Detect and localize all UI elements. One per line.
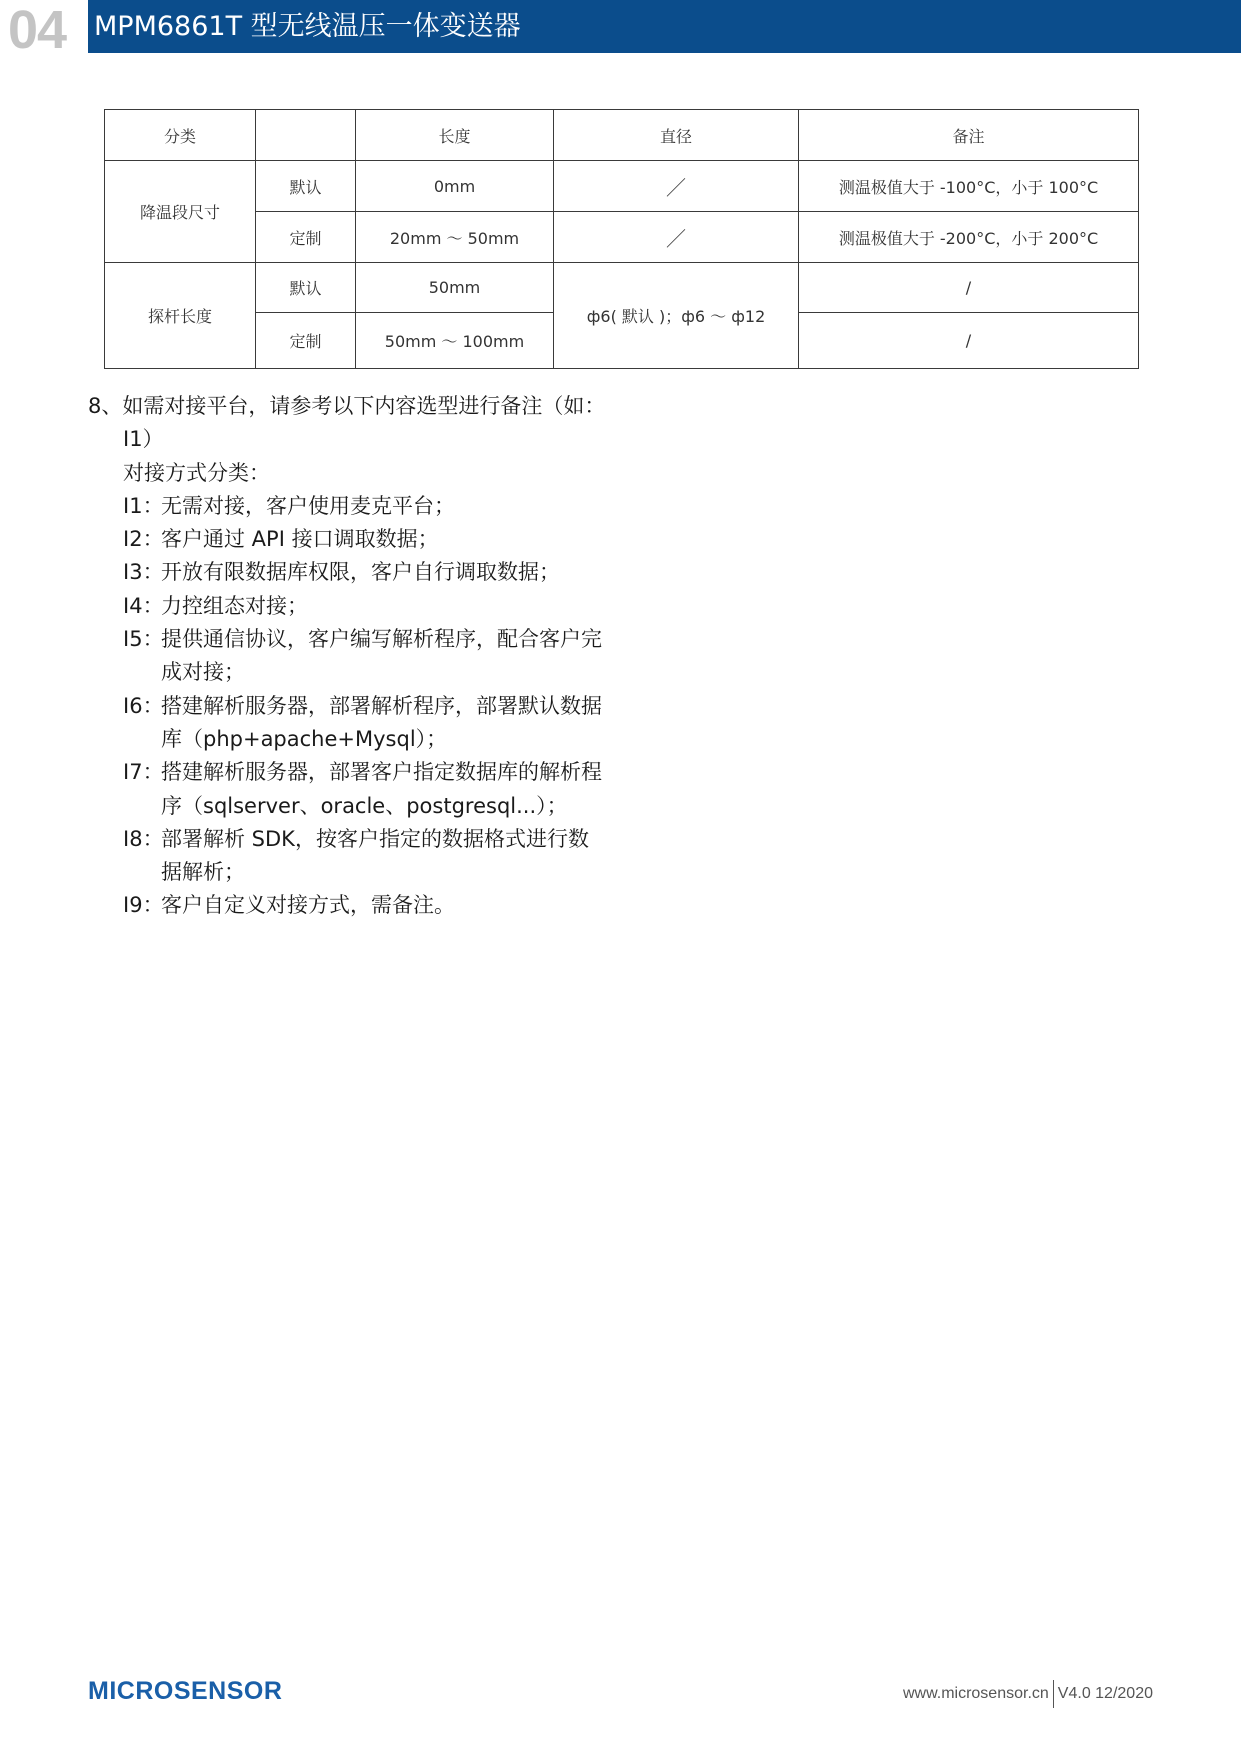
item-code: I3 ： <box>123 556 161 589</box>
list-item <box>88 590 628 623</box>
note-cell: / <box>799 313 1139 369</box>
microsensor-logo: MICROSENSOR <box>88 1677 283 1705</box>
note-cell: 测温极值大于 -200°C，小于 200°C <box>799 212 1139 263</box>
website-link[interactable]: www.microsensor.cn <box>902 1685 1049 1702</box>
list-item <box>88 690 628 757</box>
header-type <box>256 110 356 161</box>
header-note: 备注 <box>799 110 1139 161</box>
category-cell: 探杆长度 <box>105 263 256 369</box>
page-number: 04 <box>8 0 67 60</box>
length-cell: 20mm ～ 50mm <box>356 212 554 263</box>
header-category: 分类 <box>105 110 256 161</box>
table-header-row <box>105 110 1139 161</box>
header-length: 长度 <box>356 110 554 161</box>
notes-intro-continued: I1） <box>123 427 164 452</box>
header-diameter: 直径 <box>554 110 799 161</box>
item-code: I4 ： <box>123 590 161 623</box>
item-text: 无需对接，客户使用麦克平台； <box>161 493 455 518</box>
table-row <box>105 212 1139 263</box>
spec-table <box>104 109 1139 369</box>
item-code: I1 ： <box>123 490 161 523</box>
item-code: I8 ： <box>123 823 161 890</box>
item-text: 搭建解析服务器，部署客户指定数据库的解析程序（sqlserver、oracle、postgresql...）； <box>161 760 602 818</box>
item-text: 提供通信协议，客户编写解析程序，配合客户完成对接； <box>161 627 602 685</box>
table-row <box>105 161 1139 212</box>
item-text: 客户通过 API 接口调取数据； <box>161 527 439 552</box>
type-cell: 定制 <box>256 212 356 263</box>
notes-subtitle: 对接方式分类： <box>123 460 270 485</box>
note-cell: / <box>799 263 1139 313</box>
type-cell: 默认 <box>256 263 356 313</box>
version-label: V4.0 12/2020 <box>1057 1685 1153 1702</box>
diameter-cell: ／ <box>554 161 799 212</box>
diameter-cell: ф6( 默认 )；ф6 ～ ф12 <box>554 263 799 369</box>
list-item <box>88 623 628 690</box>
footer-divider <box>1053 1680 1054 1708</box>
list-item <box>88 823 628 890</box>
item-code: I9 ： <box>123 889 161 922</box>
category-cell: 降温段尺寸 <box>105 161 256 263</box>
list-item <box>88 756 628 823</box>
item-text: 搭建解析服务器，部署解析程序，部署默认数据库（php+apache+Mysql）； <box>161 693 602 751</box>
item-code: I7 ： <box>123 756 161 823</box>
length-cell: 50mm ～ 100mm <box>356 313 554 369</box>
item-text: 客户自定义对接方式，需备注。 <box>161 893 455 918</box>
item-text: 开放有限数据库权限，客户自行调取数据； <box>161 560 560 585</box>
item-code: I2 ： <box>123 523 161 556</box>
length-cell: 0mm <box>356 161 554 212</box>
type-cell: 定制 <box>256 313 356 369</box>
item-text: 力控组态对接； <box>161 593 308 618</box>
notes-section <box>88 390 628 923</box>
diameter-cell: ／ <box>554 212 799 263</box>
list-item <box>88 523 628 556</box>
item-code: I5 ： <box>123 623 161 690</box>
list-item <box>88 889 628 922</box>
note-cell: 测温极值大于 -100°C，小于 100°C <box>799 161 1139 212</box>
table-row <box>105 263 1139 313</box>
list-item <box>88 556 628 589</box>
item-code: I6 ： <box>123 690 161 757</box>
footer-info <box>903 1680 1153 1708</box>
length-cell: 50mm <box>356 263 554 313</box>
notes-intro: 8、如需对接平台，请参考以下内容选型进行备注（如： <box>88 394 606 418</box>
list-item <box>88 490 628 523</box>
page-title: MPM6861T 型无线温压一体变送器 <box>94 11 521 42</box>
item-text: 部署解析 SDK，按客户指定的数据格式进行数据解析； <box>161 826 589 885</box>
type-cell: 默认 <box>256 161 356 212</box>
